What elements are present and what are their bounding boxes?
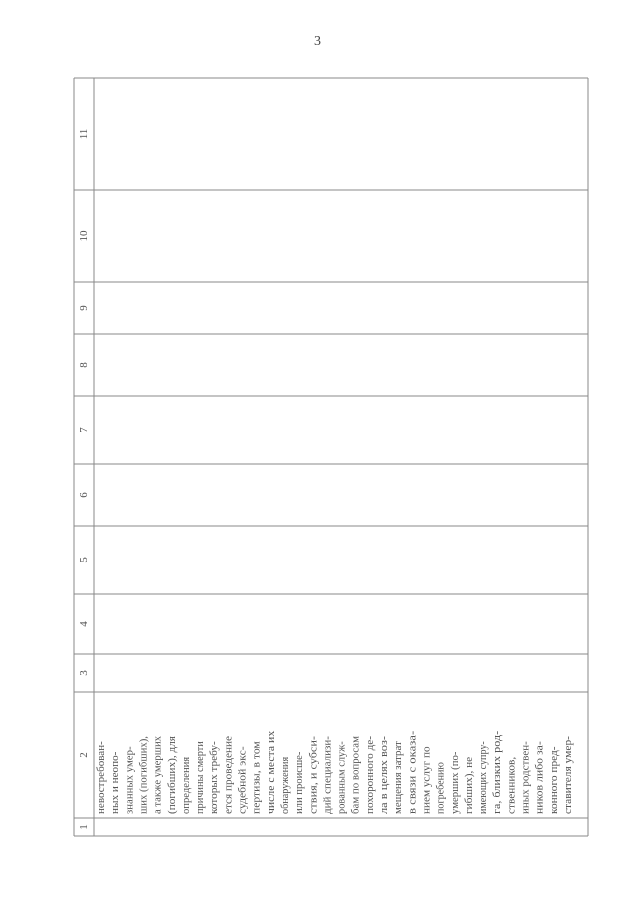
- column-2-text-line: знанных умер-: [124, 751, 136, 814]
- column-2-text-line: причины смерти: [195, 743, 207, 814]
- column-2-text-line: нием услуг по: [421, 753, 433, 814]
- column-2-text-line: ших (погибших),: [138, 741, 150, 814]
- column-number-11: 11: [78, 128, 90, 140]
- column-2-text-line: мещения затрат: [393, 747, 405, 814]
- column-2-text-line: судебной экс-: [237, 755, 249, 814]
- column-2-text-line: ственников,: [506, 763, 518, 814]
- column-2-text-line: ников либо за-: [534, 752, 546, 814]
- column-2-text-line: в связи с оказа-: [407, 748, 419, 814]
- table-grid: [74, 78, 588, 836]
- column-2-text-line: гибших), не: [463, 763, 475, 814]
- column-2-text-line: умерших (по-: [449, 755, 461, 814]
- column-2-text-line: которых требу-: [209, 749, 221, 814]
- column-number-8: 8: [78, 362, 90, 368]
- column-number-10: 10: [78, 230, 90, 242]
- column-2-text-line: погребению: [435, 762, 447, 814]
- column-number-3: 3: [78, 670, 90, 676]
- column-number-6: 6: [78, 492, 90, 498]
- column-2-text-line: бам по вопросам: [350, 742, 362, 814]
- column-2-text-line: рованным служ-: [336, 744, 348, 814]
- column-2-text: [96, 731, 574, 814]
- column-2-text-line: (погибших), для: [166, 744, 178, 814]
- column-2-text-line: а также умерших: [152, 740, 164, 814]
- column-2-text-line: похоронного де-: [364, 744, 376, 814]
- column-2-text-line: ется проведение: [223, 744, 235, 814]
- column-2-text-line: ла в целях воз-: [379, 751, 390, 814]
- column-number-row: [78, 129, 90, 830]
- column-number-5: 5: [78, 557, 90, 563]
- column-2-text-line: конного пред-: [548, 754, 560, 814]
- column-number-1: 1: [78, 824, 90, 830]
- column-2-text-line: иных родствен-: [520, 747, 532, 814]
- column-2-text-line: ствия, и субси-: [308, 750, 320, 814]
- column-number-7: 7: [78, 427, 90, 433]
- column-2-text-line: числе с места их: [265, 743, 277, 814]
- column-2-text-line: пертизы, в том: [251, 751, 263, 814]
- column-number-4: 4: [78, 621, 90, 627]
- column-2-text-line: ных и неопо-: [110, 758, 122, 814]
- column-2-text-line: га, близких род-: [492, 745, 504, 814]
- column-2-text-line: определения: [180, 760, 192, 814]
- column-2-text-line: невостребован-: [96, 748, 107, 814]
- column-2-text-line: ставителя умер-: [562, 745, 574, 814]
- column-2-text-line: обнаружения: [279, 757, 291, 814]
- column-2-text-line: имеющих супру-: [478, 742, 490, 814]
- column-number-9: 9: [78, 305, 90, 311]
- column-number-2: 2: [78, 752, 90, 758]
- column-2-text-line: или происше-: [294, 755, 306, 814]
- column-2-text-line: дий специализи-: [322, 743, 334, 814]
- page-number: 3: [314, 34, 321, 49]
